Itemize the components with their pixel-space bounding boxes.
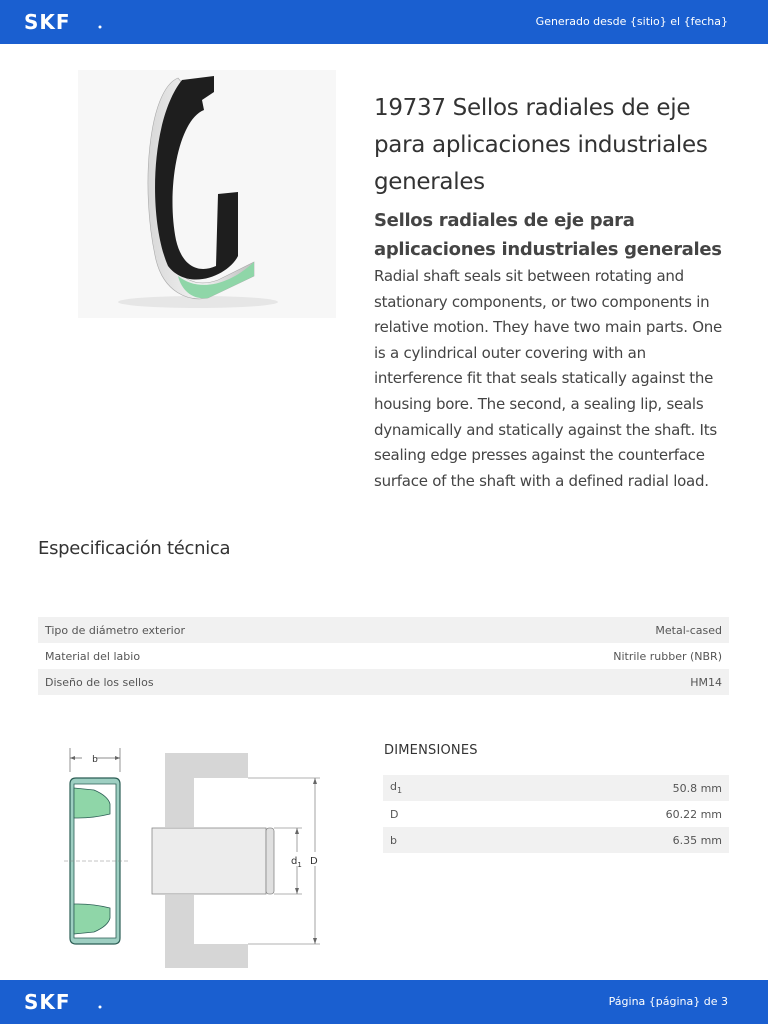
header-bar — [0, 0, 768, 44]
table-row — [38, 617, 729, 643]
product-description: Radial shaft seals sit between rotating and stationary components, or two components in relative motion. They have two main parts. One is a cylindrical outer covering with an interference fit that seals statically against the housing bore. The second, a sealing lip, seals dynamically and statically against the shaft. Its sealing edge presses against the counterface surface of the shaft with a defined radial load. — [374, 267, 723, 490]
spec-value: Metal-cased — [655, 623, 722, 637]
dimensions-table — [383, 775, 729, 853]
dim-label: $d_1$ — [390, 780, 403, 796]
spec-label: Diseño de los sellos — [45, 675, 154, 689]
generated-text: Generado desde {sitio} el {fecha} — [535, 15, 728, 28]
spec-table — [38, 617, 729, 695]
dim-label-d1-sub: 1 — [297, 861, 302, 869]
spec-label: Tipo de diámetro exterior — [45, 623, 185, 637]
dim-label: D — [390, 807, 399, 821]
dim-label: b — [390, 833, 397, 847]
page-number-text: Página {página} de 3 — [608, 995, 728, 1008]
spec-section-title: Especificación técnica — [38, 538, 231, 559]
dim-label-d1: d — [291, 856, 298, 867]
table-row — [38, 643, 729, 669]
footer-bar — [0, 980, 768, 1024]
dimensions-title: DIMENSIONES — [384, 743, 478, 758]
table-row — [383, 775, 729, 801]
spec-label: Material del labio — [45, 649, 141, 663]
dim-label-b: b — [92, 755, 98, 765]
skf-logo — [24, 990, 114, 1014]
product-subtitle: Sellos radiales de eje para aplicaciones industriales generales — [374, 210, 722, 260]
spec-value: Nitrile rubber (NBR) — [613, 649, 722, 663]
spec-value: HM14 — [690, 675, 722, 689]
dim-value: 50.8 mm — [672, 781, 722, 795]
dim-value: 60.22 mm — [665, 807, 722, 821]
product-title: 19737 Sellos radiales de eje para aplicaciones industriales generales — [374, 95, 708, 195]
product-image — [78, 70, 336, 318]
table-row — [383, 827, 729, 853]
dim-label-D: D — [310, 856, 318, 867]
table-row — [38, 669, 729, 695]
technical-drawing — [38, 748, 338, 970]
table-row — [383, 801, 729, 827]
svg-text:SKF: SKF — [24, 10, 71, 34]
dim-value: 6.35 mm — [672, 833, 722, 847]
skf-logo — [24, 10, 114, 34]
svg-text:SKF: SKF — [24, 990, 71, 1014]
